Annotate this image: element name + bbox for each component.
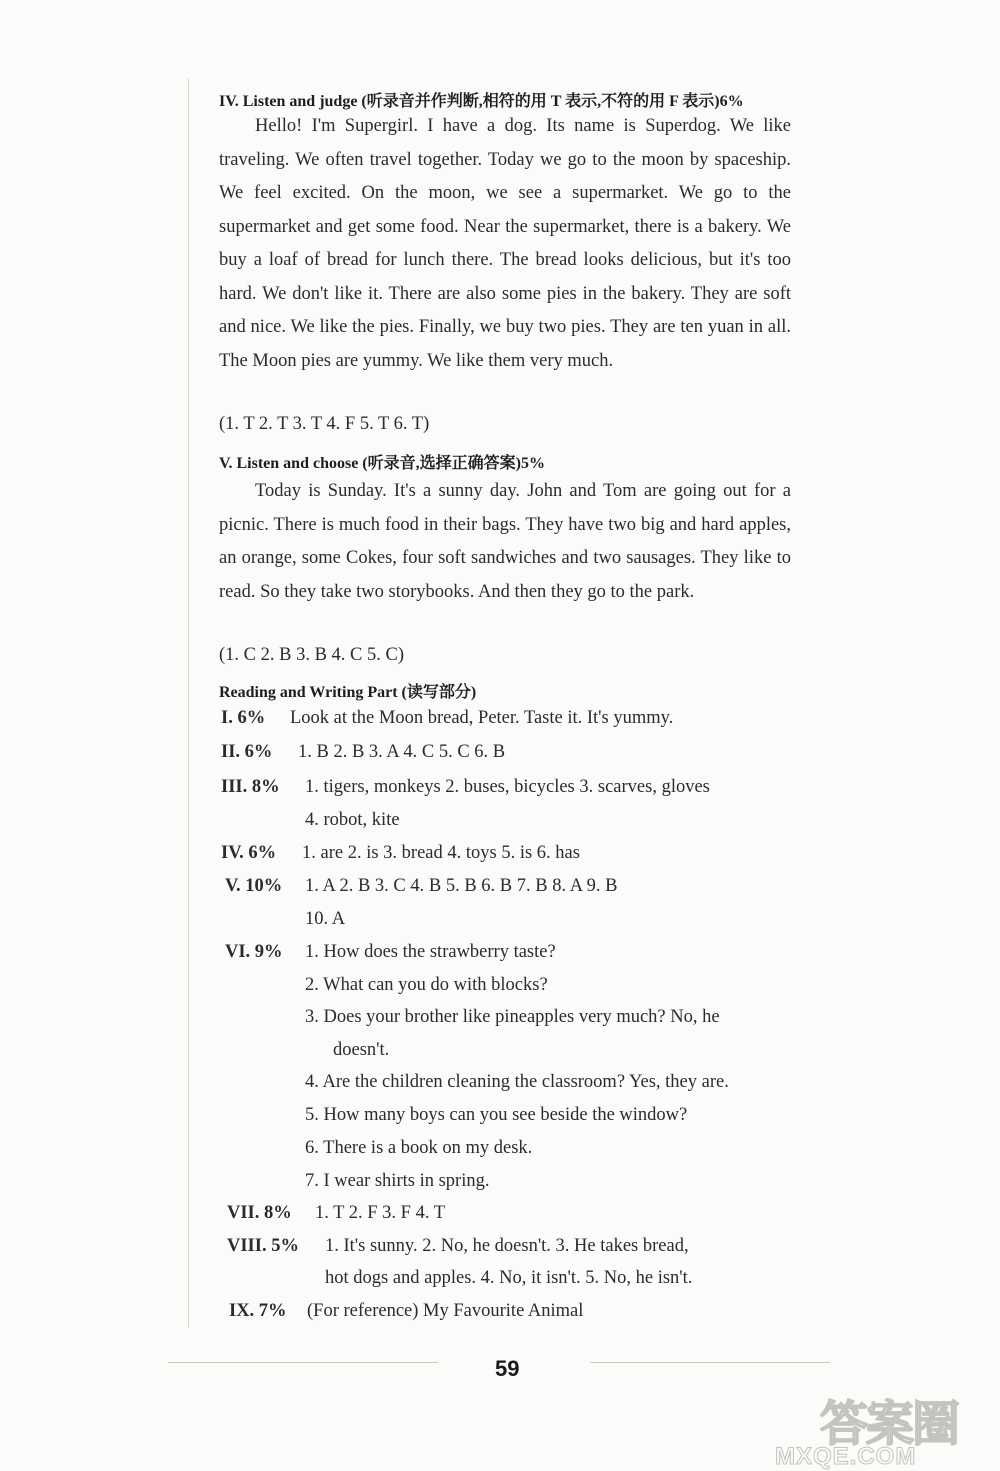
rw-item-5-label: V. 10% [225,876,283,896]
margin-rule [188,78,189,1328]
rw-item-9-line-1: (For reference) My Favourite Animal [307,1301,584,1321]
rw-item-9-label: IX. 7% [229,1301,287,1321]
rw-item-8-label: VIII. 5% [227,1236,299,1256]
reading-writing-title: Reading and Writing Part (读写部分) [219,684,477,701]
section-iv-title: IV. Listen and judge (听录音并作判断,相符的用 T 表示,不符的用 F 表示)6% [219,93,744,110]
rw-item-6-line-8: 7. I wear shirts in spring. [305,1171,490,1191]
rw-item-6-label: VI. 9% [225,942,283,962]
rw-item-6-line-4: doesn't. [333,1040,390,1060]
rw-item-4-label: IV. 6% [221,843,277,863]
section-v-passage [219,475,791,609]
page-number: 59 [495,1356,520,1381]
rw-item-4-line-1: 1. are 2. is 3. bread 4. toys 5. is 6. has [302,843,580,863]
rw-item-5-line-2: 10. A [305,909,346,929]
rw-item-7-line-1: 1. T 2. F 3. F 4. T [315,1203,446,1223]
rw-item-6-line-3: 3. Does your brother like pineapples very much? No, he [305,1007,720,1027]
rw-item-6-line-2: 2. What can you do with blocks? [305,975,548,995]
footer-rule-left [168,1362,438,1363]
rw-item-3-line-1: 1. tigers, monkeys 2. buses, bicycles 3. scarves, gloves [305,777,710,797]
section-v-title: V. Listen and choose (听录音,选择正确答案)5% [219,455,545,472]
rw-item-6-line-5: 4. Are the children cleaning the classroom? Yes, they are. [305,1072,729,1092]
watermark-logo [775,1385,1000,1471]
rw-item-1-line-1: Look at the Moon bread, Peter. Taste it. It's yummy. [290,708,674,728]
rw-item-6-line-6: 5. How many boys can you see beside the window? [305,1105,688,1125]
rw-item-8-line-2: hot dogs and apples. 4. No, it isn't. 5. No, he isn't. [325,1268,693,1288]
rw-item-1-label: I. 6% [221,708,266,728]
rw-item-3-line-2: 4. robot, kite [305,810,400,830]
rw-item-6-line-1: 1. How does the strawberry taste? [305,942,556,962]
rw-item-6-line-7: 6. There is a book on my desk. [305,1138,533,1158]
section-v-passage-text: Today is Sunday. It's a sunny day. John and Tom are going out for a picnic. There is much food in their bags. They have two big and hard apples, an orange, some Cokes, four soft sandwiches and two sausages. They like to read. So they take two storybooks. And then they go to the park. [219,481,791,602]
rw-item-7-label: VII. 8% [227,1203,292,1223]
watermark-url-text: MXQE.COM [775,1443,917,1470]
rw-item-2-label: II. 6% [221,742,273,762]
footer-rule-right [590,1362,830,1363]
section-iv-passage-text: Hello! I'm Supergirl. I have a dog. Its name is Superdog. We like traveling. We often travel together. Today we go to the moon by spaceship. We feel excited. On the moon, we see a supermarket. We go to the supermarket and get some food. Near the supermarket, there is a bakery. We buy a loaf of bread for lunch there. The bread looks delicious, but it's too hard. We don't like it. There are also some pies in the bakery. They are soft and nice. We like the pies. Finally, we buy two pies. They are ten yuan in all. The Moon pies are yummy. We like them very much. [219,116,791,371]
rw-item-2-line-1: 1. B 2. B 3. A 4. C 5. C 6. B [298,742,506,762]
rw-item-3-label: III. 8% [221,777,280,797]
section-iv-answers: (1. T 2. T 3. T 4. F 5. T 6. T) [219,414,430,434]
watermark-main-text: 答案圈 [820,1396,959,1452]
rw-item-8-line-1: 1. It's sunny. 2. No, he doesn't. 3. He takes bread, [325,1236,689,1256]
section-iv-passage [219,110,791,378]
rw-item-5-line-1: 1. A 2. B 3. C 4. B 5. B 6. B 7. B 8. A 9. B [305,876,618,896]
section-v-answers: (1. C 2. B 3. B 4. C 5. C) [219,645,405,665]
